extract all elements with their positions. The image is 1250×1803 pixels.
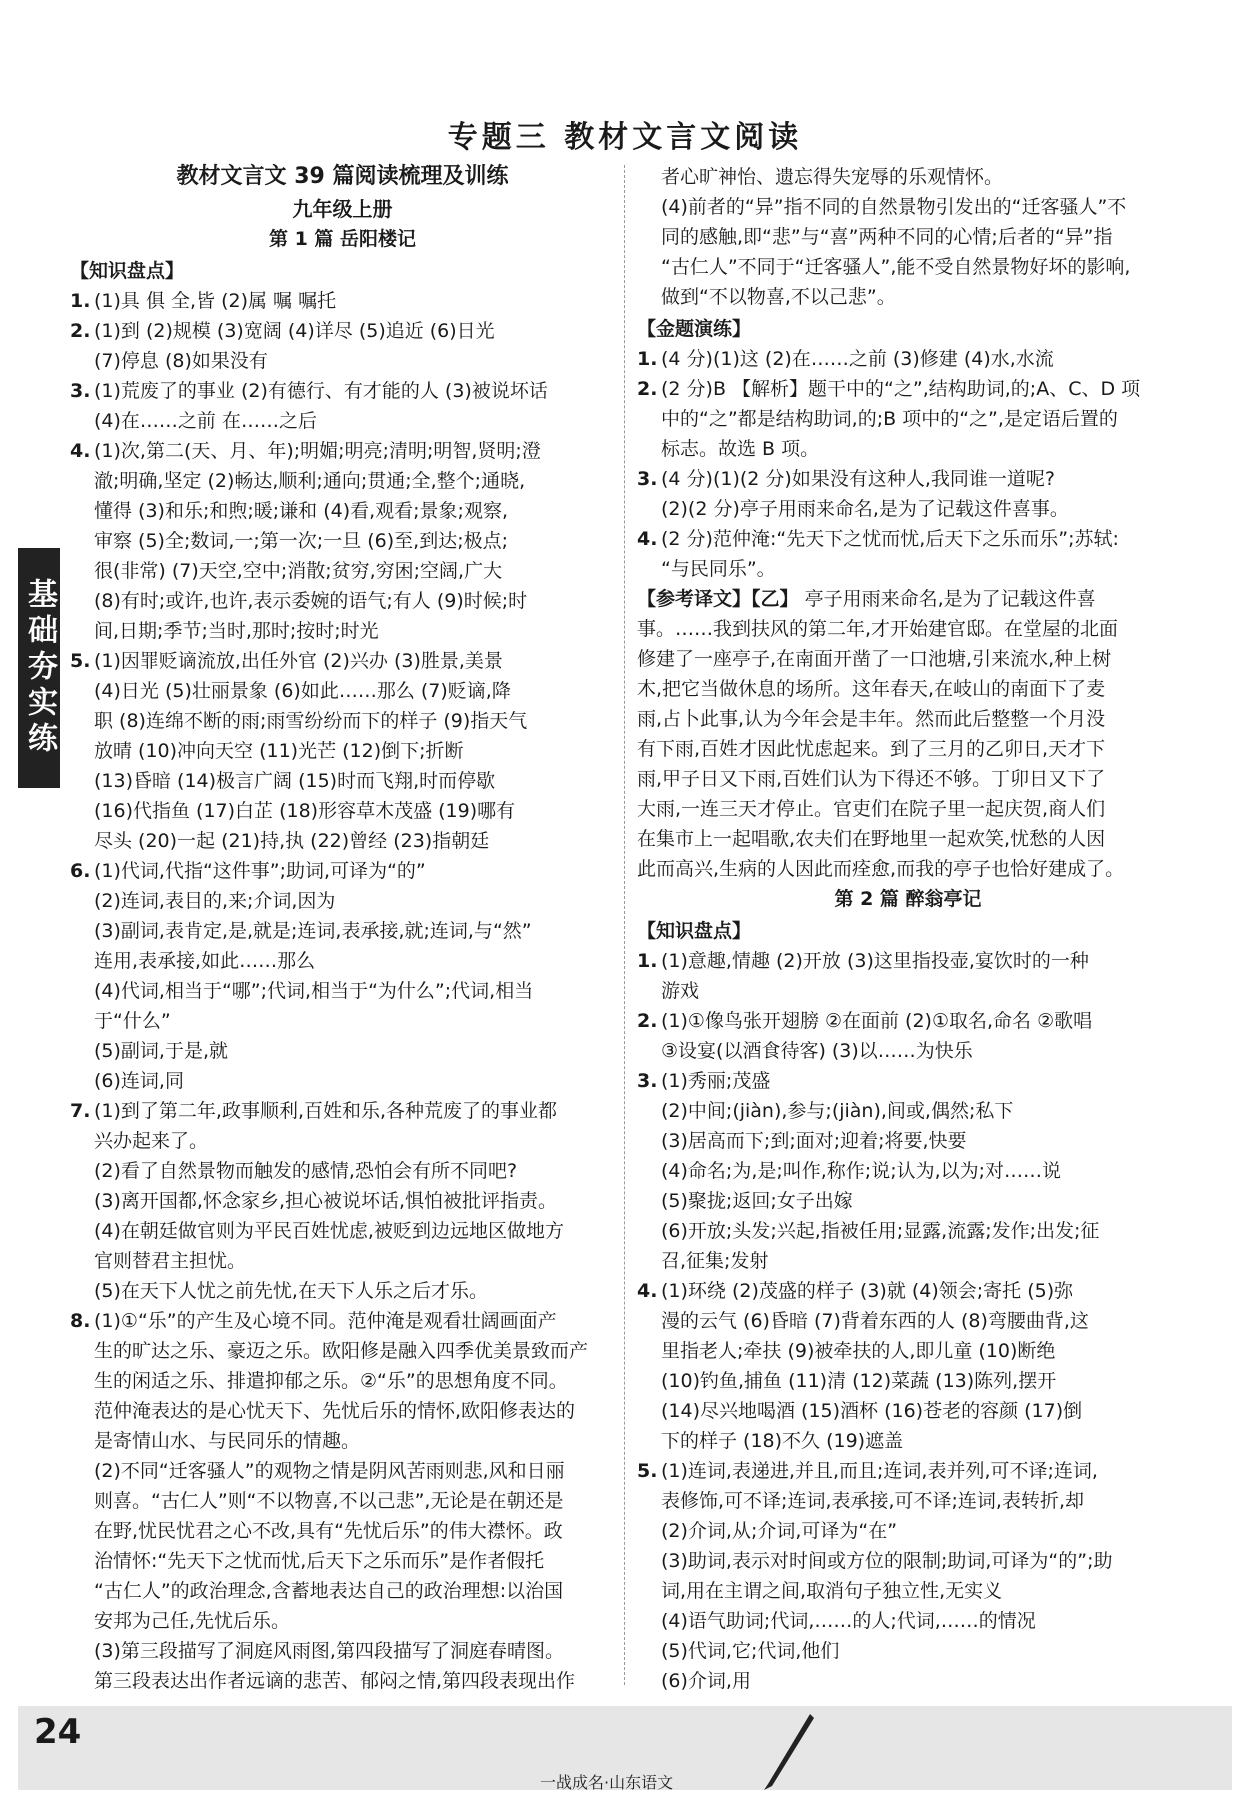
- item-line: (14)尽兴地喝酒 (15)酒杯 (16)苍老的容颜 (17)倒: [661, 1400, 1083, 1422]
- left-items: [70, 286, 615, 1696]
- item-line: (2 分)B 【解析】题干中的“之”,结构助词,的;A、C、D 项: [661, 378, 1141, 400]
- item-number: 2.: [637, 1010, 658, 1032]
- item-line: 第三段表达出作者远谪的悲苦、郁闷之情,第四段表现出作: [94, 1670, 576, 1692]
- item-line: (1)意趣,情趣 (2)开放 (3)这里指投壶,宴饮时的一种: [661, 950, 1089, 972]
- item-line: 标志。故选 B 项。: [661, 438, 820, 460]
- article-2-heading: 第 2 篇 醉翁亭记: [834, 888, 982, 910]
- page-title: 专题三 教材文言文阅读: [447, 120, 803, 155]
- practice-item: [637, 344, 1179, 374]
- section-knowledge: 【知识盘点】: [70, 260, 185, 282]
- translation-text: [637, 588, 1179, 884]
- item-line: (1)具 俱 全,皆 (2)属 嘱 嘱托: [94, 290, 337, 312]
- item-line: (1)连词,表递进,并且,而且;连词,表并列,可不译;连词,: [661, 1460, 1098, 1482]
- practice-item: [637, 374, 1179, 464]
- right-items: [637, 946, 1179, 1696]
- item-line: (4)代词,相当于“哪”;代词,相当于“为什么”;代词,相当: [94, 980, 534, 1002]
- item-line: (6)连词,同: [94, 1070, 184, 1092]
- item-number: 2.: [70, 320, 91, 342]
- item-line: 很(非常) (7)天空,空中;消散;贫穷,穷困;空阔,广大: [94, 560, 503, 582]
- section-knowledge-2: 【知识盘点】: [637, 920, 752, 942]
- item-number: 2.: [637, 378, 658, 400]
- translation-line: 事。……我到扶风的第二年,才开始建官邸。在堂屋的北面: [637, 618, 1119, 640]
- continuation-line: “古仁人”不同于“迁客骚人”,能不受自然景物好坏的影响,: [661, 256, 1131, 278]
- item-line: (1)代词,代指“这件事”;助词,可译为“的”: [94, 860, 426, 882]
- item-line: (1)①像鸟张开翅膀 ②在面前 (2)①取名,命名 ②歌唱: [661, 1010, 1093, 1032]
- translation-line: 雨,占卜此事,认为今年会是丰年。然而此后整整一个月没: [637, 708, 1106, 730]
- item-line: 下的样子 (18)不久 (19)遮盖: [661, 1430, 904, 1452]
- item-line: (1)到了第二年,政事顺利,百姓和乐,各种荒废了的事业都: [94, 1100, 558, 1122]
- continuation-line: 做到“不以物喜,不以己悲”。: [661, 286, 896, 308]
- item-line: (1)环绕 (2)茂盛的样子 (3)就 (4)领会;寄托 (5)弥: [661, 1280, 1074, 1302]
- item-number: 3.: [637, 1070, 658, 1092]
- item-line: “古仁人”的政治理念,含蓄地表达自己的政治理想:以治国: [94, 1580, 564, 1602]
- item-number: 5.: [70, 650, 91, 672]
- item-line: (4 分)(1)这 (2)在……之前 (3)修建 (4)水,水流: [661, 348, 1054, 370]
- right-item: [637, 1066, 1179, 1276]
- left-column: [70, 162, 615, 1696]
- continuation-line: 者心旷神怡、遗忘得失宠辱的乐观情怀。: [661, 166, 1004, 188]
- right-item: [637, 1456, 1179, 1696]
- item-line: 澈;明确,坚定 (2)畅达,顺利;通向;贯通;全,整个;通晓,: [94, 470, 526, 492]
- page-number: 24: [34, 1712, 82, 1752]
- item-line: 尽头 (20)一起 (21)持,执 (22)曾经 (23)指朝廷: [94, 830, 490, 852]
- right-item: [637, 1276, 1179, 1456]
- item-line: (4)在……之前 在……之后: [94, 410, 317, 432]
- item-line: (4)在朝廷做官则为平民百姓忧虑,被贬到边远地区做地方: [94, 1220, 564, 1242]
- right-item: [637, 1006, 1179, 1066]
- item-line: (2)不同“迁客骚人”的观物之情是阴风苦雨则悲,风和日丽: [94, 1460, 565, 1482]
- item-line: 范仲淹表达的是心忧天下、先忧后乐的情怀,欧阳修表达的: [94, 1400, 576, 1422]
- item-line: 则喜。“古仁人”则“不以物喜,不以己悲”,无论是在朝还是: [94, 1490, 564, 1512]
- item-line: 表修饰,可不译;连词,表承接,可不译;连词,表转折,却: [661, 1490, 1085, 1512]
- item-line: 间,日期;季节;当时,那时;按时;时光: [94, 620, 379, 642]
- right-column: [637, 162, 1179, 1696]
- item-line: 在野,忧民忧君之心不改,具有“先忧后乐”的伟大襟怀。政: [94, 1520, 563, 1542]
- item-line: 生的旷达之乐、豪迈之乐。欧阳修是融入四季优美景致而产: [94, 1340, 589, 1362]
- item-line: 放晴 (10)冲向天空 (11)光芒 (12)倒下;折断: [94, 740, 464, 762]
- item-line: 是寄情山水、与民同乐的情趣。: [94, 1430, 361, 1452]
- item-line: 职 (8)连绵不断的雨;雨雪纷纷而下的样子 (9)指天气: [94, 710, 528, 732]
- continuation-line: (4)前者的“异”指不同的自然景物引发出的“迁客骚人”不: [661, 196, 1127, 218]
- item-line: (5)副词,于是,就: [94, 1040, 228, 1062]
- left-heading: 教材文言文 39 篇阅读梳理及训练: [176, 164, 509, 189]
- practice-item: [637, 524, 1179, 584]
- item-line: 治情怀:“先天下之忧而忧,后天下之乐而乐”是作者假托: [94, 1550, 545, 1572]
- item-line: (1)次,第二(天、月、年);明媚;明亮;清明;明智,贤明;澄: [94, 440, 541, 462]
- item-line: (1)秀丽;茂盛: [661, 1070, 771, 1092]
- item-line: 游戏: [661, 980, 700, 1002]
- item-line: 兴办起来了。: [94, 1130, 209, 1152]
- practice-items: [637, 344, 1179, 584]
- item-line: (3)副词,表肯定,是,就是;连词,表承接,就;连词,与“然”: [94, 920, 532, 942]
- item-line: 连用,表承接,如此……那么: [94, 950, 316, 972]
- translation-label: 【参考译文】【乙】: [637, 588, 799, 610]
- item-number: 4.: [70, 440, 91, 462]
- item-line: (3)第三段描写了洞庭风雨图,第四段描写了洞庭春晴图。: [94, 1640, 564, 1662]
- item-line: (6)开放;头发;兴起,指被任用;显露,流露;发作;出发;征: [661, 1220, 1100, 1242]
- item-number: 1.: [637, 348, 658, 370]
- item-line: (1)荒废了的事业 (2)有德行、有才能的人 (3)被说坏话: [94, 380, 548, 402]
- left-item: [70, 1306, 615, 1696]
- side-tab: 基础夯实练: [18, 548, 60, 788]
- item-line: “与民同乐”。: [661, 558, 776, 580]
- pen-icon: [760, 1712, 820, 1792]
- item-line: (3)助词,表示对时间或方位的限制;助词,可译为“的”;助: [661, 1550, 1113, 1572]
- translation-line: 木,把它当做休息的场所。这年春天,在岐山的南面下了麦: [637, 678, 1106, 700]
- left-item: [70, 856, 615, 1096]
- item-line: 安邦为己任,先忧后乐。: [94, 1610, 291, 1632]
- practice-item: [637, 464, 1179, 524]
- item-line: (4)日光 (5)壮丽景象 (6)如此……那么 (7)贬谪,降: [94, 680, 511, 702]
- item-line: (4)命名;为,是;叫作,称作;说;认为,以为;对……说: [661, 1160, 1062, 1182]
- brand-text: 一战成名·山东语文: [540, 1773, 674, 1792]
- item-line: (5)代词,它;代词,他们: [661, 1640, 840, 1662]
- item-number: 7.: [70, 1100, 91, 1122]
- right-continuation: [637, 162, 1179, 312]
- section-practice: 【金题演练】: [637, 318, 752, 340]
- item-line: 懂得 (3)和乐;和煦;暖;谦和 (4)看,观看;景象;观察,: [94, 500, 508, 522]
- left-item: [70, 646, 615, 856]
- item-line: (2)中间;(jiàn),参与;(jiàn),间或,偶然;私下: [661, 1100, 1014, 1122]
- item-line: 生的闲适之乐、排遣抑郁之乐。②“乐”的思想角度不同。: [94, 1370, 568, 1392]
- item-line: (8)有时;或许,也许,表示委婉的语气;有人 (9)时候;时: [94, 590, 528, 612]
- item-number: 1.: [70, 290, 91, 312]
- item-line: 词,用在主谓之间,取消句子独立性,无实义: [661, 1580, 1003, 1602]
- item-line: 于“什么”: [94, 1010, 171, 1032]
- item-line: (2)连词,表目的,来;介词,因为: [94, 890, 336, 912]
- item-line: (7)停息 (8)如果没有: [94, 350, 268, 372]
- item-line: (1)到 (2)规模 (3)宽阔 (4)详尽 (5)追近 (6)日光: [94, 320, 495, 342]
- item-line: (2)介词,从;介词,可译为“在”: [661, 1520, 898, 1542]
- translation-line: 大雨,一连三天才停止。官吏们在院子里一起庆贺,商人们: [637, 798, 1106, 820]
- translation-line: 此而高兴,生病的人因此而痊愈,而我的亭子也恰好建成了。: [637, 858, 1125, 880]
- column-divider: [624, 165, 625, 1685]
- item-line: (4 分)(1)(2 分)如果没有这种人,我同谁一道呢?: [661, 468, 1055, 490]
- translation-line: 在集市上一起唱歌,农夫们在野地里一起欢笑,忧愁的人因: [637, 828, 1106, 850]
- item-line: (3)离开国都,怀念家乡,担心被说坏话,惧怕被批评指责。: [94, 1190, 558, 1212]
- grade-heading: 九年级上册: [292, 197, 393, 221]
- translation-line: 亭子用雨来命名,是为了记载这件喜: [804, 588, 1096, 610]
- item-line: (2 分)范仲淹:“先天下之忧而忧,后天下之乐而乐”;苏轼:: [661, 528, 1119, 550]
- item-line: (5)在天下人忧之前先忧,在天下人乐之后才乐。: [94, 1280, 488, 1302]
- item-number: 3.: [70, 380, 91, 402]
- translation-line: 有下雨,百姓才因此忧虑起来。到了三月的乙卯日,天才下: [637, 738, 1106, 760]
- item-number: 8.: [70, 1310, 91, 1332]
- right-item: [637, 946, 1179, 1006]
- item-line: 官则替君主担忧。: [94, 1250, 247, 1272]
- continuation-line: 同的感触,即“悲”与“喜”两种不同的心情;后者的“异”指: [661, 226, 1113, 248]
- item-number: 4.: [637, 528, 658, 550]
- left-item: [70, 1096, 615, 1306]
- item-line: 召,征集;发射: [661, 1250, 769, 1272]
- translation-line: 雨,甲子日又下雨,百姓们认为下得还不够。丁卯日又下了: [637, 768, 1106, 790]
- item-line: 审察 (5)全;数词,一;第一次;一旦 (6)至,到达;极点;: [94, 530, 508, 552]
- left-item: [70, 316, 615, 376]
- item-line: (4)语气助词;代词,……的人;代词,……的情况: [661, 1610, 1036, 1632]
- item-number: 5.: [637, 1460, 658, 1482]
- left-item: [70, 286, 615, 316]
- item-line: (3)居高而下;到;面对;迎着;将要,快要: [661, 1130, 967, 1152]
- left-item: [70, 376, 615, 436]
- item-line: (10)钓鱼,捕鱼 (11)清 (12)菜蔬 (13)陈列,摆开: [661, 1370, 1057, 1392]
- translation-line: 修建了一座亭子,在南面开凿了一口池塘,引来流水,种上树: [637, 648, 1112, 670]
- item-number: 3.: [637, 468, 658, 490]
- item-line: 里指老人;牵扶 (9)被牵扶的人,即儿童 (10)断绝: [661, 1340, 1056, 1362]
- item-line: (6)介词,用: [661, 1670, 751, 1692]
- item-line: 漫的云气 (6)昏暗 (7)背着东西的人 (8)弯腰曲背,这: [661, 1310, 1089, 1332]
- article-1-heading: 第 1 篇 岳阳楼记: [268, 228, 417, 250]
- item-number: 4.: [637, 1280, 658, 1302]
- item-line: 中的“之”都是结构助词,的;B 项中的“之”,是定语后置的: [661, 408, 1118, 430]
- item-line: ③设宴(以酒食待客) (3)以……为快乐: [661, 1040, 973, 1062]
- item-line: (1)①“乐”的产生及心境不同。范仲淹是观看壮阔画面产: [94, 1310, 557, 1332]
- item-line: (2)看了自然景物而触发的感情,恐怕会有所不同吧?: [94, 1160, 518, 1182]
- left-item: [70, 436, 615, 646]
- item-line: (5)聚拢;返回;女子出嫁: [661, 1190, 853, 1212]
- item-line: (13)昏暗 (14)极言广阔 (15)时而飞翔,时而停歇: [94, 770, 496, 792]
- item-line: (2)(2 分)亭子用雨来命名,是为了记载这件喜事。: [661, 498, 1069, 520]
- item-line: (1)因罪贬谪流放,出任外官 (2)兴办 (3)胜景,美景: [94, 650, 503, 672]
- item-number: 1.: [637, 950, 658, 972]
- item-number: 6.: [70, 860, 91, 882]
- item-line: (16)代指鱼 (17)白芷 (18)形容草木茂盛 (19)哪有: [94, 800, 516, 822]
